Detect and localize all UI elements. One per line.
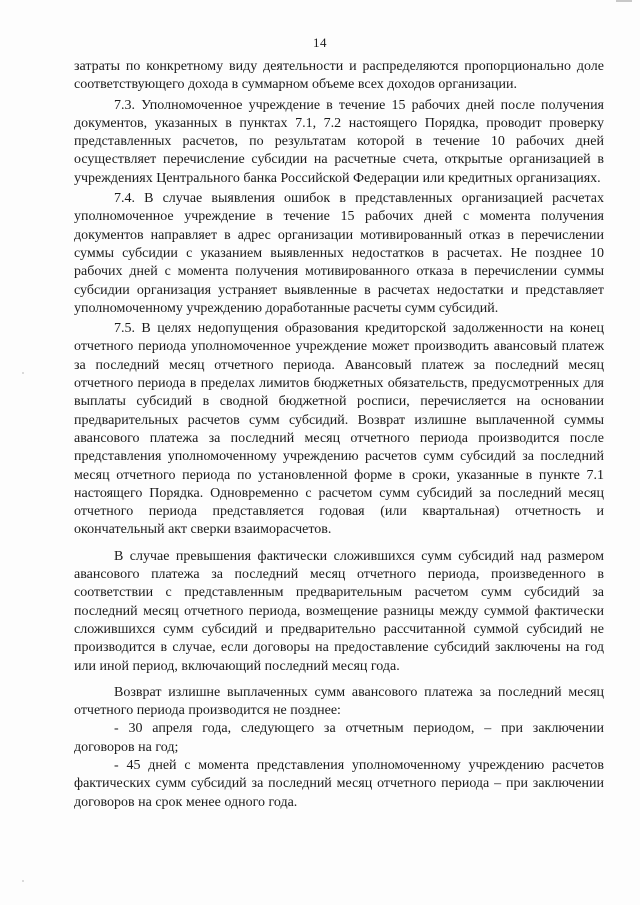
paragraph-7-4: 7.4. В случае выявления ошибок в представленных организацией расчетах уполномоченное учреждение в течение 15 рабочих дней с момента получения документов направляет в адрес организации мотивированный отказ в перечислении суммы субсидии с указанием выявленных недостатков в расчетах. Не позднее 10 рабочих дней с момента получения мотивированного отказа в перечислении суммы субсидии организация устраняет выявленные в расчетах недостатки и представляет уполномоченному учреждению доработанные расчеты сумм субсидий. (74, 191, 604, 316)
paragraph-7-3: 7.3. Уполномоченное учреждение в течение 15 рабочих дней после получения документов, указанных в пунктах 7.1, 7.2 настоящего Порядка, проводит проверку представленных расчетов, по результатам которой в течение 10 рабочих дней осуществляет перечисление субсидии на расчетные счета, открытые организацией в учреждениях Центрального банка Российской Федерации или кредитных организациях. (74, 97, 604, 186)
document-body (74, 58, 604, 812)
paragraph-7-5: 7.5. В целях недопущения образования кредиторской задолженности на конец отчетного периода уполномоченное учреждение может производить авансовый платеж за последний месяц отчетного периода. Авансовый платеж за последний месяц отчетного периода в пределах лимитов бюджетных обязательств, предусмотренных для выплаты субсидий в сводной бюджетной росписи, перечисляется на основании предварительных расчетов сумм субсидий. Возврат излишне выплаченной суммы авансового платежа за последний месяц отчетного периода производится после представления уполномоченному учреждению расчетов сумм субсидий за последний месяц отчетного периода по установленной форме в сроки, указанные в пункте 7.1 настоящего Порядка. Одновременно с расчетом сумм субсидий за последний месяц отчетного периода представляется годовая (или квартальная) отчетность и окончательный акт сверки взаиморасчетов. (74, 321, 604, 538)
scan-speck (22, 880, 24, 882)
page-number: 14 (313, 35, 327, 50)
scan-speck (22, 372, 24, 374)
paragraph-continuation: затраты по конкретному виду деятельности и распределяются пропорционально доле соответствующего дохода в суммарном объеме всех доходов организации. (74, 59, 604, 93)
list-item-annual-contracts: - 30 апреля года, следующего за отчетным периодом, – при заключении договоров на год; (74, 721, 604, 755)
paragraph-excess-subsidy: В случае превышения фактически сложившихся сумм субсидий над размером авансового платежа за последний месяц отчетного периода, произведенного в соответствии с представленным предварительным расчетом сумм субсидий за последний месяц отчетного периода, возмещение разницы между суммой фактически сложившихся сумм субсидий и предварительно рассчитанной суммой субсидий не производится в случае, если договоры на предоставление субсидий заключены на год или иной период, включающий последний месяц года. (74, 548, 604, 674)
scan-corner-mark (616, 0, 632, 2)
list-item-short-contracts: - 45 дней с момента представления уполномоченному учреждению расчетов фактических сумм субсидий за последний месяц отчетного периода – при заключении договоров на срок менее одного года. (74, 757, 604, 810)
paragraph-refund-deadline: Возврат излишне выплаченных сумм авансового платежа за последний месяц отчетного периода производится не позднее: (74, 684, 604, 719)
